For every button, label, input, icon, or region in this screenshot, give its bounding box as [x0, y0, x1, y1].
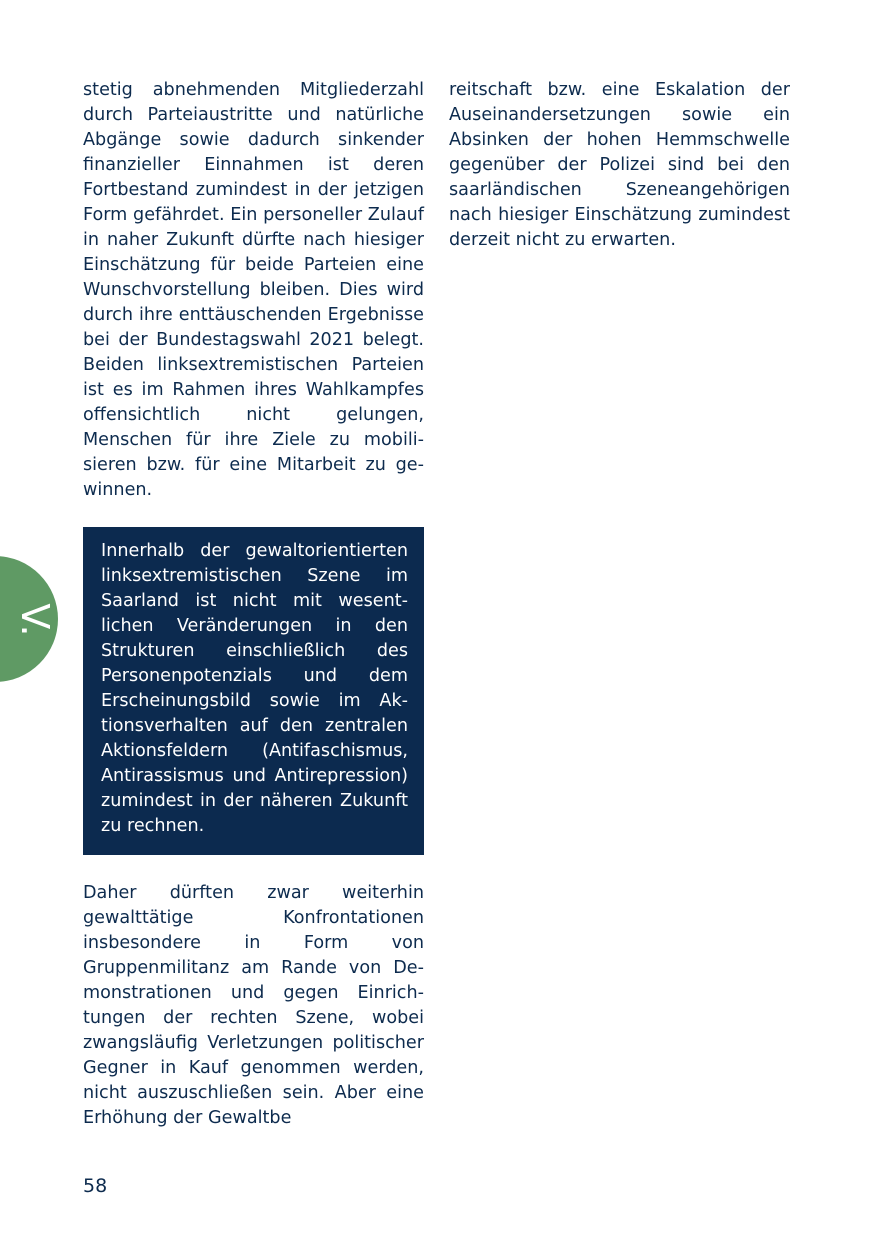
- body-paragraph: Daher dürften zwar weiterhin gewalttätige Konfrontationen insbesondere in Form von Gruppenmilitanz am Rande von Demonstrationen und gegen Einrichtungen der rechten Szene, wobei zwangsläufig Verletzungen politischer Gegner in Kauf genommen werden, nicht auszuschließen sein. Aber eine Erhöhung der Gewaltbe: [83, 883, 424, 1128]
- highlight-text: Innerhalb der gewaltorientierten linksextremistischen Szene im Saarland ist nicht mit wesentlichen Veränderungen in den Strukturen einschließlich des Personenpotenzials und dem Erscheinungsbild sowie im Aktionsverhalten auf den zentralen Aktionsfeldern (Antifaschismus, Antirassismus und Antirepression) zumindest in der näheren Zukunft zu rechnen.: [101, 541, 408, 836]
- page-number: 58: [83, 1175, 108, 1197]
- left-column: [83, 78, 424, 1131]
- highlight-box: [83, 527, 424, 855]
- chapter-tab-label: V.: [13, 603, 57, 637]
- body-paragraph: stetig abnehmenden Mitgliederzahl durch Parteiaustritte und natürliche Abgänge sowie dadurch sinkender finanzieller Einnahmen ist deren Fortbestand zumindest in der jetzigen Form gefährdet. Ein personeller Zulauf in naher Zukunft dürfte nach hiesiger Einschätzung für beide Parteien eine Wunschvorstellung bleiben. Dies wird durch ihre enttäuschenden Ergebnisse bei der Bundestagswahl 2021 belegt. Beiden linksextremistischen Parteien ist es im Rahmen ihres Wahlkampfes offensichtlich nicht gelungen, Menschen für ihre Ziele zu mobilisieren bzw. für eine Mitarbeit zu gewinnen.: [83, 80, 424, 500]
- body-paragraph: reitschaft bzw. eine Eskalation der Auseinandersetzungen sowie ein Absinken der hohen Hemmschwelle gegenüber der Polizei sind bei den saarländischen Szeneangehörigen nach hiesiger Einschätzung zumindest derzeit nicht zu erwarten.: [449, 80, 790, 250]
- right-column: [449, 78, 790, 253]
